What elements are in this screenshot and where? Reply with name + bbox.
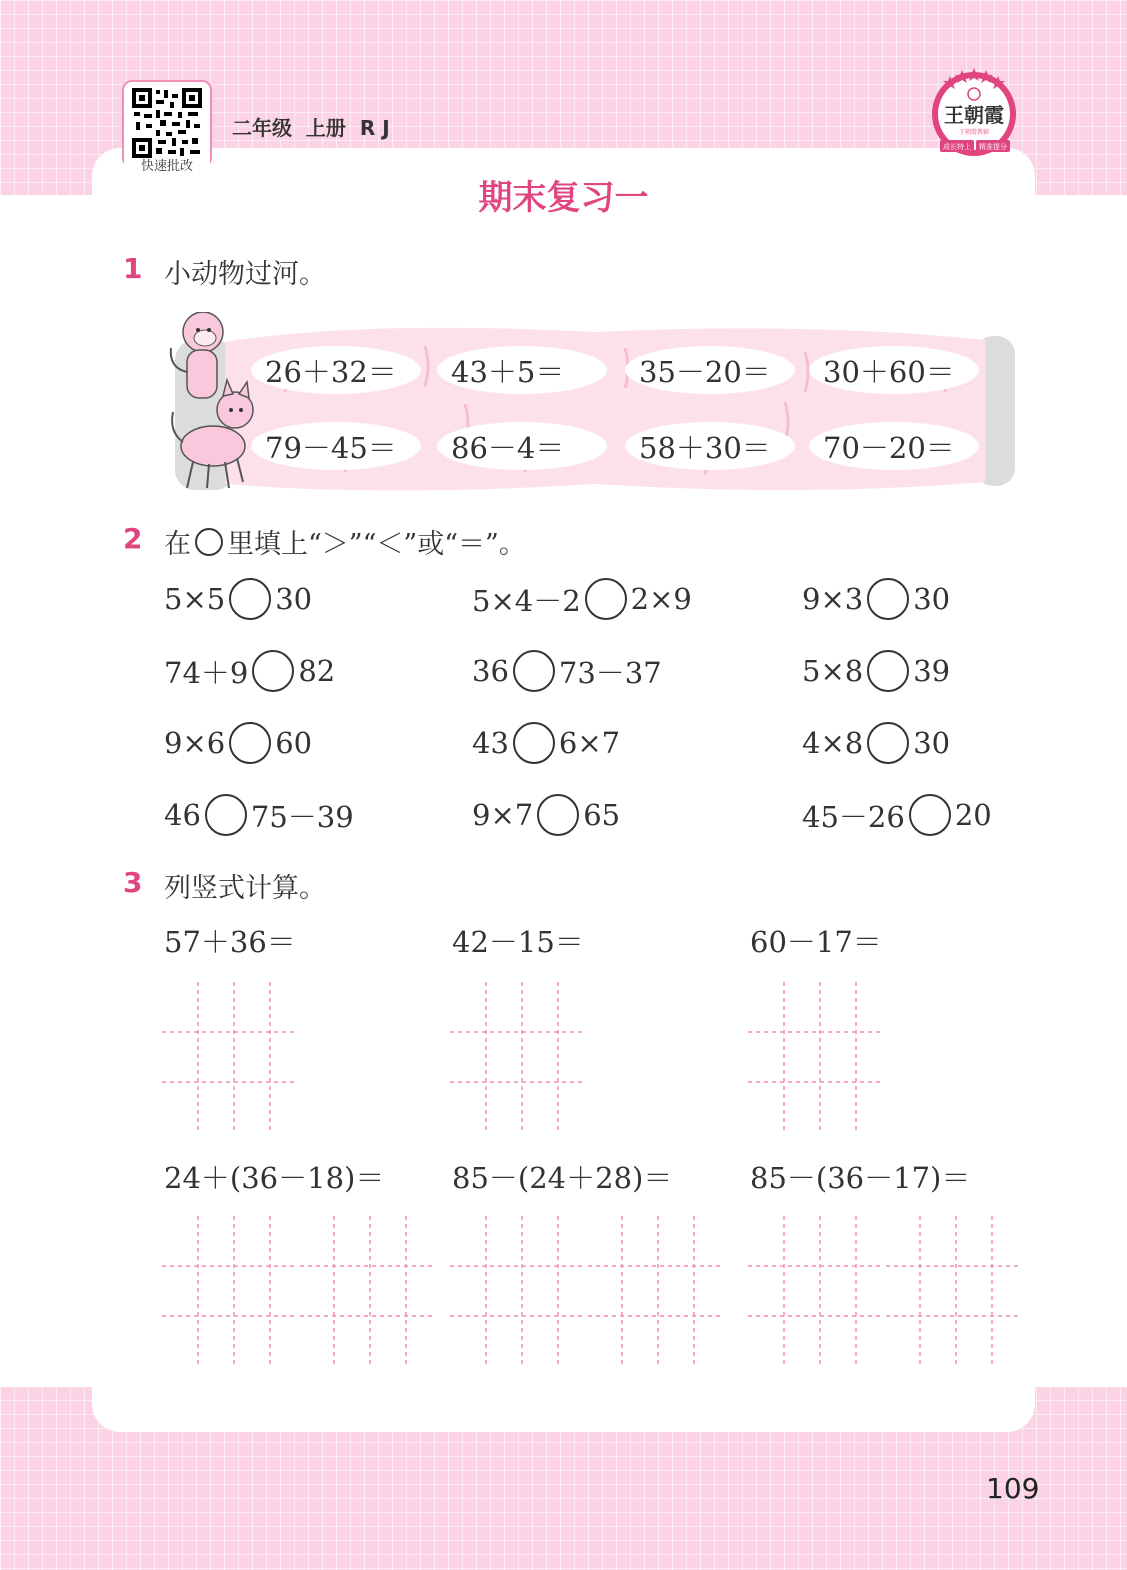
cmp-left: 4×8 bbox=[802, 726, 864, 760]
answer-circle[interactable] bbox=[585, 578, 627, 620]
answer-circle[interactable] bbox=[229, 722, 271, 764]
river-stone: 86－4＝ bbox=[437, 422, 607, 470]
cmp-left: 5×8 bbox=[802, 654, 864, 688]
q2-instruction bbox=[164, 522, 526, 561]
river-stone: 43＋5＝ bbox=[437, 346, 607, 394]
cmp-left: 36 bbox=[472, 654, 509, 688]
cmp-right: 75－39 bbox=[250, 799, 354, 834]
comparison-item bbox=[164, 650, 335, 692]
q1-instruction: 小动物过河。 bbox=[164, 259, 326, 290]
comparison-item bbox=[472, 794, 620, 836]
cmp-left: 9×7 bbox=[472, 798, 534, 832]
qr-code[interactable] bbox=[122, 80, 212, 174]
answer-circle[interactable] bbox=[513, 650, 555, 692]
page-title: 期末复习一 bbox=[478, 178, 649, 218]
answer-circle[interactable] bbox=[205, 794, 247, 836]
q3-number: 3 bbox=[123, 866, 143, 899]
cmp-left: 9×6 bbox=[164, 726, 226, 760]
vertical-calc-grid[interactable] bbox=[450, 982, 584, 1132]
grade-label: 二年级 上册 R J bbox=[232, 116, 390, 140]
vertical-calc-expression: 57＋36＝ bbox=[164, 925, 296, 959]
page-number: 109 bbox=[986, 1472, 1040, 1505]
vertical-calc-expression: 24＋(36－18)＝ bbox=[164, 1161, 385, 1195]
river-stone: 70－20＝ bbox=[809, 422, 979, 470]
comparison-item bbox=[802, 794, 992, 836]
river-stone: 30＋60＝ bbox=[809, 346, 979, 394]
vertical-calc-grid[interactable] bbox=[162, 1216, 434, 1366]
q3-instruction: 列竖式计算。 bbox=[164, 873, 326, 904]
comparison-item bbox=[472, 722, 620, 764]
river-stone: 35－20＝ bbox=[625, 346, 795, 394]
cmp-right: 30 bbox=[913, 582, 951, 616]
q2-text-b: 里填上“＞”“＜”或“＝”。 bbox=[227, 529, 526, 560]
answer-circle[interactable] bbox=[867, 722, 909, 764]
answer-circle[interactable] bbox=[229, 578, 271, 620]
answer-circle[interactable] bbox=[867, 578, 909, 620]
logo-text: 王朝霞 bbox=[944, 103, 1004, 127]
cmp-left: 74＋9 bbox=[164, 655, 249, 690]
cmp-left: 5×5 bbox=[164, 582, 226, 616]
cmp-left: 45－26 bbox=[802, 799, 905, 834]
comparison-item bbox=[472, 578, 692, 620]
river-stone: 58＋30＝ bbox=[625, 422, 795, 470]
qr-caption: 快速批改 bbox=[124, 159, 210, 175]
cmp-right: 30 bbox=[275, 582, 313, 616]
vertical-calc-grid[interactable] bbox=[162, 982, 296, 1132]
cmp-right: 20 bbox=[954, 798, 992, 832]
comparison-item bbox=[472, 650, 662, 692]
q2-number: 2 bbox=[123, 522, 143, 555]
comparison-item bbox=[802, 578, 950, 620]
answer-circle[interactable] bbox=[537, 794, 579, 836]
river-illustration bbox=[165, 312, 1025, 502]
comparison-item bbox=[802, 650, 950, 692]
answer-circle[interactable] bbox=[867, 650, 909, 692]
publisher-logo bbox=[926, 66, 1046, 166]
river-stone: 79－45＝ bbox=[251, 422, 421, 470]
vertical-calc-expression: 85－(24＋28)＝ bbox=[452, 1161, 673, 1195]
river-stone: 26＋32＝ bbox=[251, 346, 421, 394]
comparison-item bbox=[802, 722, 950, 764]
vertical-calc-expression: 42－15＝ bbox=[452, 925, 584, 959]
cmp-right: 65 bbox=[583, 798, 621, 832]
comparison-item bbox=[164, 578, 312, 620]
cmp-left: 46 bbox=[164, 798, 201, 832]
cmp-left: 5×4－2 bbox=[472, 583, 581, 618]
cmp-right: 30 bbox=[913, 726, 951, 760]
logo-mid: 王朝霞教辅 bbox=[958, 129, 990, 136]
cmp-right: 6×7 bbox=[558, 726, 621, 760]
q2-text-a: 在 bbox=[164, 529, 191, 560]
cmp-right: 60 bbox=[275, 726, 313, 760]
answer-circle[interactable] bbox=[513, 722, 555, 764]
vertical-calc-expression: 60－17＝ bbox=[750, 925, 882, 959]
vertical-calc-grid[interactable] bbox=[450, 1216, 722, 1366]
vertical-calc-expression: 85－(36－17)＝ bbox=[750, 1161, 971, 1195]
comparison-item bbox=[164, 794, 354, 836]
qr-icon bbox=[132, 88, 202, 158]
circle-icon bbox=[195, 528, 223, 556]
cmp-left: 43 bbox=[472, 726, 509, 760]
answer-circle[interactable] bbox=[909, 794, 951, 836]
cmp-right: 73－37 bbox=[558, 655, 662, 690]
logo-sub-right: 精准提分 bbox=[979, 143, 1007, 151]
cmp-right: 2×9 bbox=[630, 582, 692, 616]
vertical-calc-grid[interactable] bbox=[748, 1216, 1020, 1366]
logo-sub-left: 成长特上 bbox=[943, 143, 971, 151]
q1-number: 1 bbox=[123, 252, 143, 285]
answer-circle[interactable] bbox=[252, 650, 294, 692]
cmp-right: 39 bbox=[913, 654, 951, 688]
comparison-item bbox=[164, 722, 312, 764]
cmp-left: 9×3 bbox=[802, 582, 864, 616]
cmp-right: 82 bbox=[298, 654, 336, 688]
vertical-calc-grid[interactable] bbox=[748, 982, 882, 1132]
